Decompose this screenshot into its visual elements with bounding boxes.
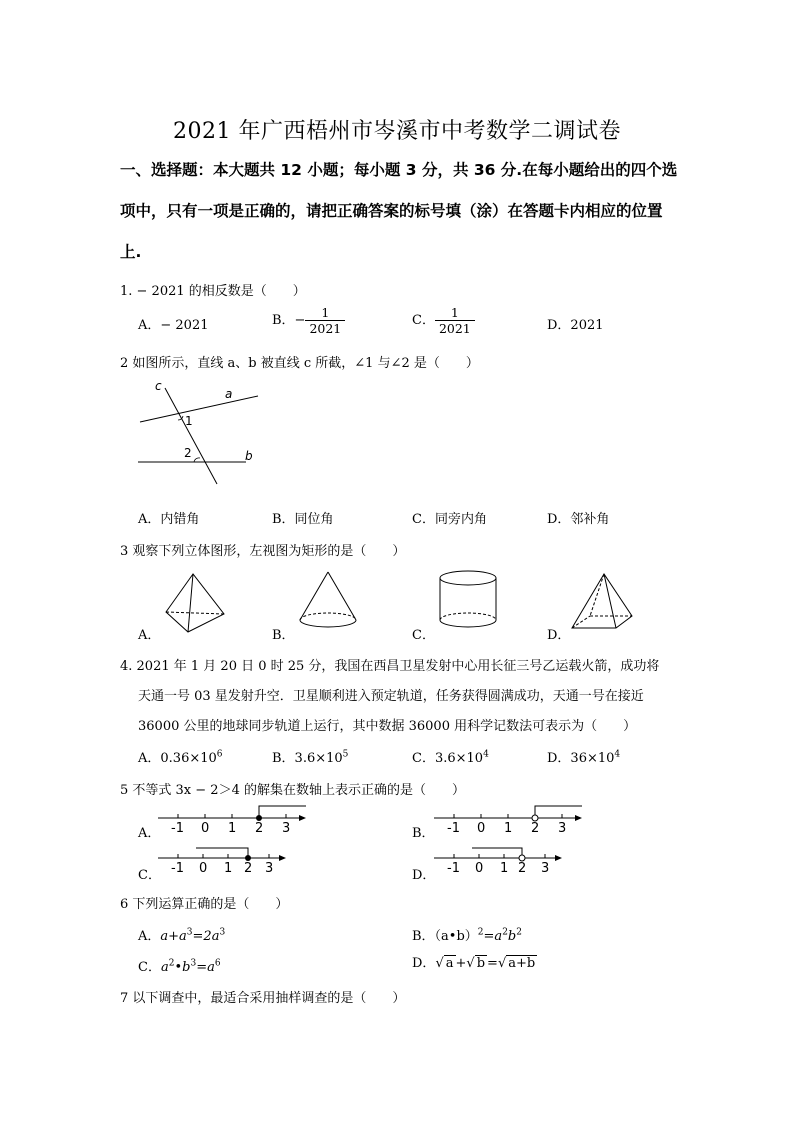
exponent: 3 <box>186 927 193 938</box>
triangular-pyramid-shape <box>160 572 230 634</box>
q1-option-b <box>272 305 345 336</box>
angle-2-arc <box>194 458 200 462</box>
q1-option-c-prefix: C． <box>412 313 435 328</box>
q4-option-d-exponent: 4 <box>614 749 621 760</box>
exponent: 2 <box>168 958 175 969</box>
q5-option-a: A． <box>138 826 161 841</box>
tick-label: 1 <box>228 821 237 836</box>
q2-line-figure <box>130 378 270 488</box>
q2-option-d: D．邻补角 <box>547 512 610 527</box>
q2-option-c: C．同旁内角 <box>412 512 487 527</box>
question-4-line1: 4. 2021 年 1 月 20 日 0 时 25 分，我国在西昌卫星发射中心用长征三号乙运载火箭，成功将 <box>120 659 660 674</box>
section-heading-line1: 一、选择题：本大题共 12 小题；每小题 3 分，共 36 分.在每小题给出的四个选 <box>120 161 678 179</box>
tick-label: 0 <box>199 861 208 876</box>
q4-option-c-exponent: 4 <box>483 749 489 760</box>
q4-option-d-base: D．36×10 <box>547 751 615 766</box>
q5-number-line-d <box>432 842 572 880</box>
line-c <box>165 388 217 484</box>
tick-label: 1 <box>500 861 509 876</box>
q4-option-c-base: C．3.6×10 <box>412 751 484 766</box>
line-a <box>140 396 258 422</box>
q1-option-b-prefix: B．− <box>272 313 306 328</box>
q6-option-c <box>138 956 221 975</box>
exponent: 2 <box>477 927 484 938</box>
expr: a <box>160 960 169 975</box>
tick-label: 0 <box>475 861 484 876</box>
q6-option-a <box>138 925 225 944</box>
tick-label: 3 <box>558 821 567 836</box>
tick-label: 3 <box>541 861 550 876</box>
expr: a+a <box>160 929 187 944</box>
q4-option-b-exponent: 5 <box>342 749 349 760</box>
q5-number-line-b <box>432 800 592 838</box>
option-label: D． <box>412 956 436 971</box>
exponent: 6 <box>214 958 221 969</box>
q5-option-b: B． <box>412 826 435 841</box>
radicand: b <box>476 956 486 971</box>
radicand: a+b <box>508 956 536 971</box>
option-label: A． <box>138 929 161 944</box>
q1-option-b-fraction <box>305 305 345 336</box>
q4-option-c <box>412 747 489 766</box>
label-angle-2: 2 <box>184 446 192 460</box>
sqrt-icon: √ <box>466 956 475 971</box>
q6-option-d <box>412 952 537 971</box>
section-heading-line2: 项中，只有一项是正确的，请把正确答案的标号填（涂）在答题卡内相应的位置 <box>120 202 663 220</box>
q5-option-d: D． <box>412 868 436 883</box>
q5-number-line-a <box>156 800 316 838</box>
label-b: b <box>245 449 253 463</box>
q2-option-b: B．同位角 <box>272 512 334 527</box>
q4-option-a <box>138 747 223 766</box>
fraction-numerator: 1 <box>305 305 345 321</box>
tick-label: 3 <box>265 861 274 876</box>
q3-option-c: C． <box>412 628 435 643</box>
option-label: B．（a•b） <box>412 929 478 944</box>
page-title: 2021 年广西梧州市岑溪市中考数学二调试卷 <box>173 119 621 144</box>
cone-shape <box>296 570 360 632</box>
option-label: C． <box>138 960 161 975</box>
tick-label: -1 <box>447 861 460 876</box>
question-6-stem: 6 下列运算正确的是（ ） <box>120 897 289 912</box>
exponent: 3 <box>219 927 226 938</box>
tick-label: 1 <box>504 821 513 836</box>
fraction-denominator: 2021 <box>438 321 471 336</box>
tick-label: -1 <box>171 821 184 836</box>
question-3-stem: 3 观察下列立体图形，左视图为矩形的是（ ） <box>120 544 406 559</box>
label-c: c <box>155 379 162 393</box>
q4-option-d <box>547 747 620 766</box>
expr: =a <box>196 960 215 975</box>
tick-label: 2 <box>255 821 264 836</box>
q4-option-b-base: B．3.6×10 <box>272 751 343 766</box>
sqrt-icon: √ <box>435 956 444 971</box>
q2-option-a: A．内错角 <box>138 512 200 527</box>
expr: =2a <box>192 929 220 944</box>
expr: •b <box>174 960 191 975</box>
question-4-line2: 天通一号 03 星发射升空．卫星顺利进入预定轨道，任务获得圆满成功，天通一号在接近 <box>138 689 644 704</box>
tick-label: 2 <box>244 861 253 876</box>
tick-label: 0 <box>477 821 486 836</box>
operator: = <box>487 956 498 971</box>
q1-option-c <box>412 305 475 336</box>
fraction-denominator: 2021 <box>309 321 342 336</box>
tick-label: 2 <box>531 821 540 836</box>
expr: b <box>507 929 517 944</box>
tick-label: 1 <box>224 861 233 876</box>
q6-option-b <box>412 925 522 944</box>
question-2-stem: 2 如图所示，直线 a、b 被直线 c 所截，∠1 与∠2 是（ ） <box>120 356 479 371</box>
exponent: 2 <box>516 927 522 938</box>
tick-label: -1 <box>171 861 184 876</box>
q1-option-d: D．2021 <box>547 318 604 333</box>
tick-label: -1 <box>447 821 460 836</box>
q5-number-line-c <box>156 842 296 880</box>
q1-option-c-fraction <box>435 305 475 336</box>
question-1-stem: 1. − 2021 的相反数是（ ） <box>120 284 306 299</box>
tick-label: 2 <box>518 861 527 876</box>
tick-label: 0 <box>201 821 210 836</box>
sqrt-icon: √ <box>497 956 507 971</box>
label-angle-1: 1 <box>185 414 193 428</box>
label-a: a <box>225 387 233 401</box>
tick-label: 3 <box>282 821 291 836</box>
square-pyramid-shape <box>568 570 638 636</box>
q3-option-a: A． <box>138 628 161 643</box>
q3-option-b: B． <box>272 628 295 643</box>
section-heading-line3: 上. <box>120 243 142 261</box>
q4-option-a-exponent: 6 <box>216 749 223 760</box>
question-4-line3: 36000 公里的地球同步轨道上运行，其中数据 36000 用科学记数法可表示为（ ） <box>138 719 637 734</box>
fraction-numerator: 1 <box>435 305 475 321</box>
q1-option-a: A．− 2021 <box>138 318 209 333</box>
question-5-stem: 5 不等式 3x − 2＞4 的解集在数轴上表示正确的是（ ） <box>120 783 465 798</box>
operator: + <box>455 956 467 971</box>
q4-option-a-base: A．0.36×10 <box>138 751 217 766</box>
q3-option-d: D． <box>547 628 571 643</box>
expr: =a <box>483 929 503 944</box>
cylinder-shape <box>436 568 500 634</box>
q4-option-b <box>272 747 348 766</box>
exponent: 3 <box>190 958 197 969</box>
question-7-stem: 7 以下调查中，最适合采用抽样调查的是（ ） <box>120 991 406 1006</box>
q5-option-c: C． <box>138 868 161 883</box>
radicand: a <box>445 956 454 971</box>
exponent: 2 <box>502 927 508 938</box>
